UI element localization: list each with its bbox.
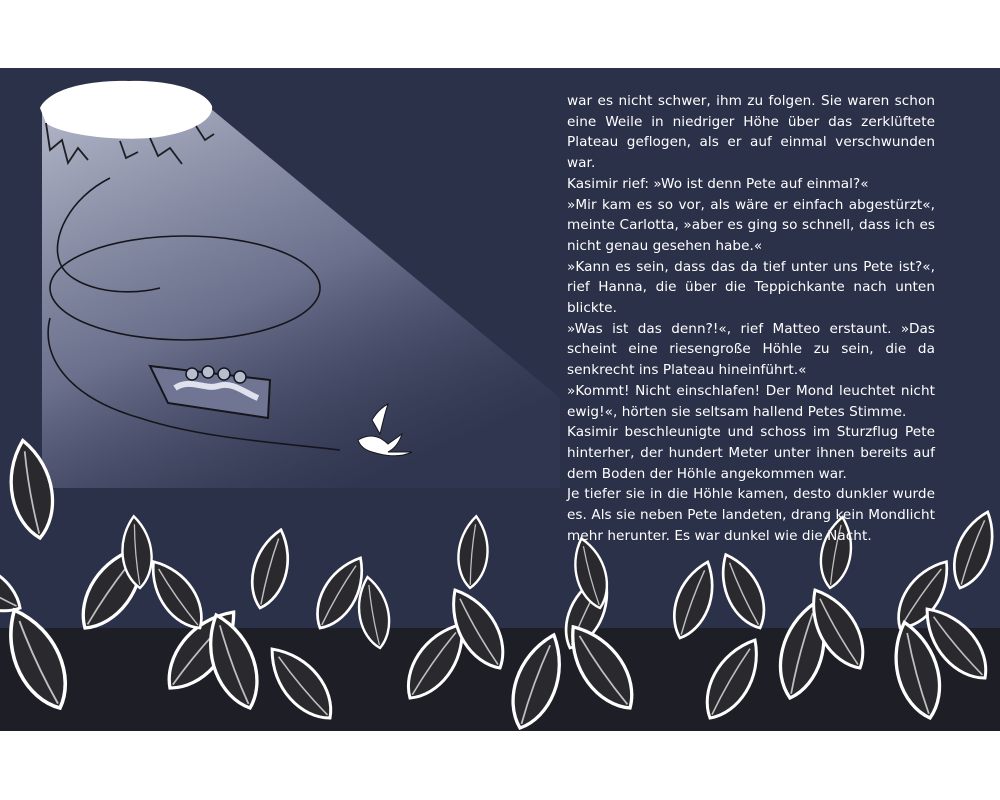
- paragraph: Kasimir beschleunigte und schoss im Sturzflug Pete hinterher, der hundert Meter unter ihnen bereits auf dem Boden der Höhle angekommen war.: [567, 424, 935, 482]
- paragraph: »Kommt! Nicht einschlafen! Der Mond leuchtet nicht ewig!«, hörten sie seltsam hallend Petes Stimme.: [567, 382, 935, 420]
- paragraph: war es nicht schwer, ihm zu folgen. Sie waren schon eine Weile in niedriger Höhe über das zerklüftete Plateau geflogen, als er auf einmal verschwunden war.: [567, 93, 935, 172]
- paragraph: »Mir kam es so vor, als wäre er einfach abgestürzt«, meinte Carlotta, »aber es ging so schnell, dass ich es nicht genau gesehen habe.«: [567, 196, 935, 254]
- paragraph: Kasimir rief: »Wo ist denn Pete auf einmal?«: [567, 175, 869, 192]
- moonlight-beam: [42, 108, 560, 488]
- book-spread: [0, 68, 1000, 731]
- paragraph: »Kann es sein, dass das da tief unter uns Pete ist?«, rief Hanna, die über die Teppichkante nach unten blickte.: [567, 258, 935, 317]
- paragraph: »Was ist das denn?!«, rief Matteo erstaunt. »Das scheint eine riesengroße Höhle zu sein, die da senkrecht ins Plateau hineinführt.«: [567, 320, 935, 379]
- paragraph: Je tiefer sie in die Höhle kamen, desto dunkler wurde es. Als sie neben Pete landeten, drang kein Mondlicht mehr herunter. Es war dunkel wie die Nacht.: [567, 486, 935, 544]
- story-text: [567, 91, 935, 546]
